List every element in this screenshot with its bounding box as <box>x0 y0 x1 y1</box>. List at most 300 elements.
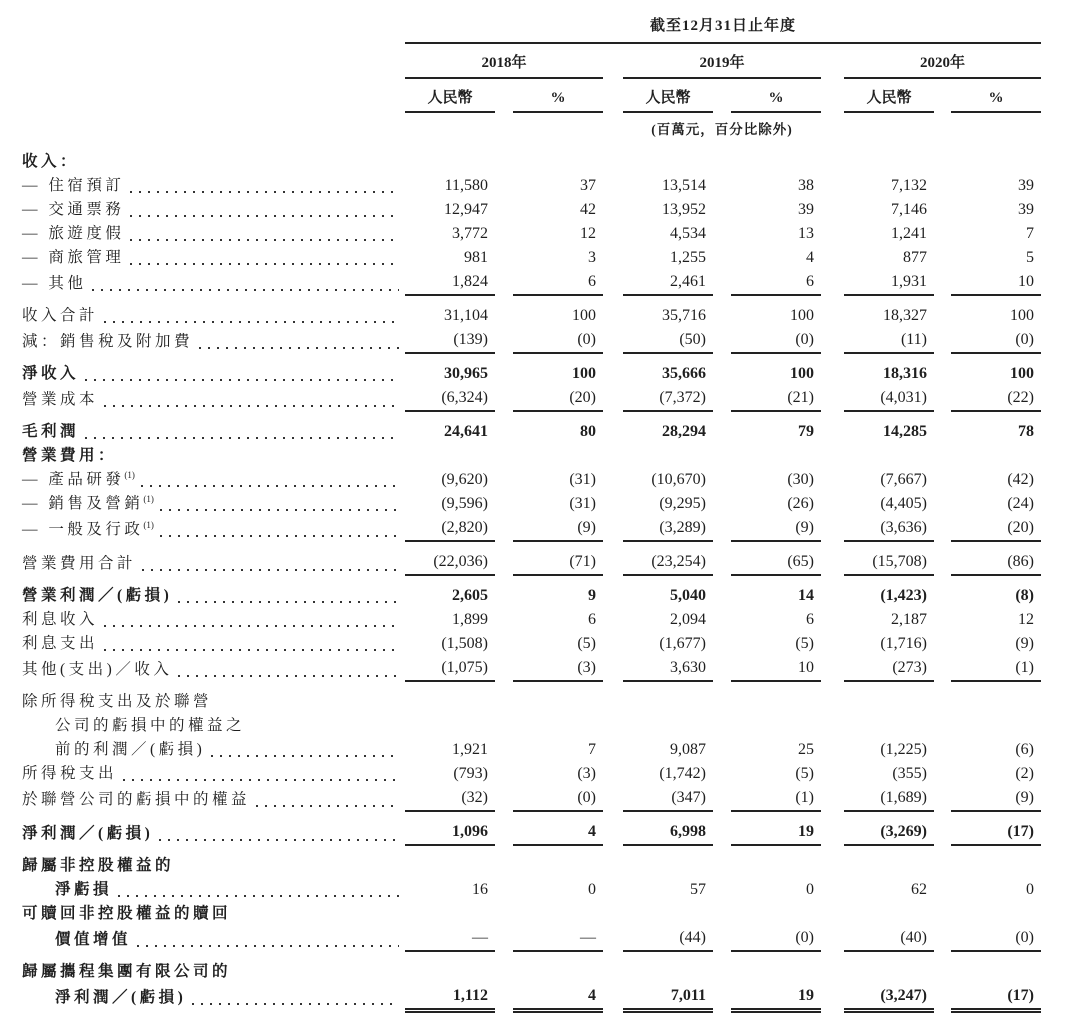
value-cell: 7 <box>1026 225 1034 242</box>
value-cell: 10 <box>731 656 821 682</box>
column-gap <box>713 174 731 198</box>
value-cell: (0) <box>513 786 603 812</box>
value-cell: 78 <box>1018 423 1034 440</box>
table-row <box>22 550 1041 576</box>
value-cell: 80 <box>580 423 596 440</box>
row-label-text: — 住宿預訂 <box>22 177 125 194</box>
value-cell <box>951 854 1041 878</box>
value-cell <box>951 714 1041 738</box>
value-cell <box>405 714 495 738</box>
value-cell <box>731 444 821 468</box>
row-label <box>22 550 405 576</box>
column-gap <box>934 584 951 608</box>
value-cell: (50) <box>623 328 713 354</box>
value-cell: — <box>513 926 603 952</box>
value-cell <box>951 138 1041 174</box>
table-row <box>22 714 1041 738</box>
column-gap <box>821 138 844 174</box>
value-cell: (3,247) <box>844 984 934 1010</box>
column-gap <box>495 584 513 608</box>
row-label <box>22 690 405 714</box>
table-row <box>22 738 1041 762</box>
column-gap <box>934 138 951 174</box>
value-cell: 0 <box>588 881 596 898</box>
column-gap <box>934 270 951 296</box>
value-cell: (1,225) <box>880 741 927 758</box>
value-cell: (7,667) <box>880 471 927 488</box>
column-gap <box>934 738 951 762</box>
dot-leader <box>104 321 399 323</box>
column-gap <box>713 878 731 902</box>
value-cell: 2,187 <box>891 611 927 628</box>
spacer-row <box>22 1013 1041 1021</box>
table-row <box>22 690 1041 714</box>
value-cell: 19 <box>731 984 821 1010</box>
value-cell <box>405 854 495 878</box>
row-label-text: 淨利潤／(虧損) <box>22 825 154 842</box>
table-title: 截至12月31日止年度 <box>649 18 796 34</box>
value-cell: 1,096 <box>405 820 495 846</box>
currency-header: 人民幣 <box>623 79 713 113</box>
row-label <box>22 926 405 952</box>
column-gap <box>495 690 513 714</box>
column-gap <box>495 656 513 682</box>
percent-header: % <box>951 79 1041 113</box>
value-cell <box>844 960 934 984</box>
value-cell: (1,508) <box>441 635 488 652</box>
column-gap <box>495 516 513 542</box>
value-cell <box>405 960 495 984</box>
value-cell: 9,087 <box>670 741 706 758</box>
row-label <box>22 632 405 656</box>
row-label-text: 其他(支出)／收入 <box>22 661 173 678</box>
dot-leader <box>104 625 399 627</box>
table-row <box>22 516 1041 542</box>
column-gap <box>713 420 731 444</box>
value-cell: 13 <box>798 225 814 242</box>
row-label <box>22 304 405 328</box>
dot-leader <box>199 347 399 349</box>
column-gap <box>821 762 844 786</box>
value-cell <box>513 138 603 174</box>
value-cell: 6 <box>806 611 814 628</box>
row-label <box>22 656 405 682</box>
column-gap <box>603 902 623 926</box>
row-label <box>22 762 405 786</box>
value-cell: (9) <box>513 516 603 542</box>
value-cell: (139) <box>405 328 495 354</box>
column-gap <box>713 714 731 738</box>
value-cell: 100 <box>572 365 596 382</box>
column-gap <box>603 762 623 786</box>
value-cell <box>623 960 713 984</box>
row-label-text: 於聯營公司的虧損中的權益 <box>22 791 251 808</box>
value-cell: 2,461 <box>623 270 713 296</box>
row-label <box>22 608 405 632</box>
value-cell: (24) <box>1007 495 1034 512</box>
column-gap <box>934 714 951 738</box>
value-cell: 0 <box>1026 881 1034 898</box>
row-label <box>22 328 405 354</box>
column-gap <box>934 444 951 468</box>
value-cell: (3) <box>577 765 596 782</box>
value-cell: 13,952 <box>662 201 706 218</box>
row-label <box>22 138 405 174</box>
row-label-text: 價值增值 <box>55 931 132 948</box>
value-cell: (23,254) <box>623 550 713 576</box>
value-cell: 6 <box>731 270 821 296</box>
row-label-text: — 一般及行政$^{(1)}$ <box>22 519 154 538</box>
value-cell: 37 <box>580 177 596 194</box>
value-cell <box>623 714 713 738</box>
header-top-rule <box>405 42 1041 51</box>
dot-leader <box>130 239 399 241</box>
value-cell <box>951 960 1041 984</box>
column-gap <box>821 420 844 444</box>
value-cell: (8) <box>1015 587 1034 604</box>
value-cell: 35,716 <box>662 307 706 324</box>
column-gap <box>821 820 844 846</box>
row-label <box>22 492 405 516</box>
value-cell: 1,241 <box>891 225 927 242</box>
column-gap <box>495 304 513 328</box>
table-row <box>22 270 1041 296</box>
column-gap <box>934 926 951 952</box>
column-gap <box>603 786 623 812</box>
value-cell: 4 <box>806 249 814 266</box>
column-gap <box>713 246 731 270</box>
value-cell <box>951 902 1041 926</box>
value-cell: (3,636) <box>844 516 934 542</box>
column-gap <box>713 492 731 516</box>
column-gap <box>934 198 951 222</box>
value-cell: (21) <box>731 386 821 412</box>
row-label-text: 營業費用合計 <box>22 555 137 572</box>
row-label-text: 淨虧損 <box>55 881 113 898</box>
column-gap <box>713 468 731 492</box>
table-row <box>22 656 1041 682</box>
spacer-row <box>22 542 1041 550</box>
column-gap <box>934 328 951 354</box>
column-gap <box>821 492 844 516</box>
column-gap <box>821 468 844 492</box>
row-label <box>22 198 405 222</box>
column-gap <box>934 468 951 492</box>
column-gap <box>713 584 731 608</box>
year-header-2020: 2020年 <box>844 51 1041 79</box>
column-gap <box>495 468 513 492</box>
row-label <box>22 246 405 270</box>
value-cell <box>623 138 713 174</box>
column-gap <box>934 854 951 878</box>
value-cell: (20) <box>951 516 1041 542</box>
dot-leader <box>211 755 399 757</box>
row-label <box>22 738 405 762</box>
value-cell: 39 <box>1018 177 1034 194</box>
row-label-text: — 旅遊度假 <box>22 225 125 242</box>
column-gap <box>821 270 844 296</box>
column-gap <box>603 174 623 198</box>
column-gap <box>603 222 623 246</box>
column-gap <box>713 516 731 542</box>
value-cell: 6 <box>588 611 596 628</box>
column-gap <box>821 386 844 412</box>
column-gap <box>603 138 623 174</box>
value-cell: 981 <box>464 249 488 266</box>
table-row <box>22 420 1041 444</box>
column-gap <box>934 420 951 444</box>
value-cell: 7 <box>588 741 596 758</box>
value-cell: 6,998 <box>623 820 713 846</box>
column-gap <box>603 492 623 516</box>
value-cell: (32) <box>405 786 495 812</box>
column-gap <box>713 632 731 656</box>
column-gap <box>713 786 731 812</box>
table-row <box>22 198 1041 222</box>
column-gap <box>495 138 513 174</box>
value-cell: (9) <box>731 516 821 542</box>
row-label-text: 營業費用： <box>22 447 118 464</box>
column-gap <box>934 656 951 682</box>
dot-leader <box>130 263 399 265</box>
value-cell: 16 <box>472 881 488 898</box>
value-cell: (20) <box>513 386 603 412</box>
row-label-text: 營業利潤／(虧損) <box>22 587 173 604</box>
column-gap <box>495 854 513 878</box>
value-cell <box>513 854 603 878</box>
column-gap <box>713 960 731 984</box>
column-gap <box>603 468 623 492</box>
value-cell: 5 <box>1026 249 1034 266</box>
value-cell: (0) <box>951 328 1041 354</box>
value-cell <box>513 690 603 714</box>
footnote-ref: (1) <box>143 493 154 504</box>
spacer-row <box>22 296 1041 304</box>
column-gap <box>713 608 731 632</box>
value-cell: (4,405) <box>880 495 927 512</box>
value-cell: 1,899 <box>452 611 488 628</box>
column-gap <box>821 960 844 984</box>
column-gap <box>495 198 513 222</box>
dot-leader <box>141 485 399 487</box>
column-gap <box>713 304 731 328</box>
table-row <box>22 786 1041 812</box>
column-gap <box>713 984 731 1010</box>
value-cell: 30,965 <box>444 365 488 382</box>
column-gap <box>495 960 513 984</box>
column-gap <box>821 304 844 328</box>
value-cell <box>731 902 821 926</box>
column-gap <box>821 926 844 952</box>
column-gap <box>603 926 623 952</box>
column-gap <box>603 656 623 682</box>
column-gap <box>821 362 844 386</box>
row-label-text: 歸屬攜程集團有限公司的 <box>22 963 232 980</box>
value-cell <box>405 902 495 926</box>
value-cell <box>951 444 1041 468</box>
column-gap <box>821 174 844 198</box>
row-label <box>22 786 405 812</box>
column-gap <box>821 608 844 632</box>
table-row <box>22 584 1041 608</box>
year-header-2018: 2018年 <box>405 51 603 79</box>
value-cell: 13,514 <box>662 177 706 194</box>
column-gap <box>934 690 951 714</box>
value-cell: (7,372) <box>623 386 713 412</box>
value-cell: 3,630 <box>623 656 713 682</box>
value-cell: 11,580 <box>444 177 488 194</box>
value-cell: (9,596) <box>441 495 488 512</box>
column-gap <box>713 902 731 926</box>
row-label-text: 利息支出 <box>22 635 99 652</box>
value-cell: 35,666 <box>662 365 706 382</box>
value-cell: (44) <box>623 926 713 952</box>
table-row <box>22 492 1041 516</box>
value-cell: 14,285 <box>883 423 927 440</box>
column-gap <box>495 270 513 296</box>
row-label-text: 淨收入 <box>22 365 80 382</box>
value-cell: (1,423) <box>880 587 927 604</box>
column-gap <box>934 878 951 902</box>
column-gap <box>603 632 623 656</box>
value-cell: 1,921 <box>452 741 488 758</box>
row-label-text: 營業成本 <box>22 391 99 408</box>
table-row <box>22 222 1041 246</box>
row-label-text: 公司的虧損中的權益之 <box>55 717 246 734</box>
value-cell: 18,316 <box>883 365 927 382</box>
value-cell: (17) <box>951 984 1041 1010</box>
column-gap <box>821 584 844 608</box>
value-cell: 7,011 <box>623 984 713 1010</box>
value-cell: 57 <box>690 881 706 898</box>
column-gap <box>934 246 951 270</box>
row-label <box>22 984 405 1010</box>
value-cell: 24,641 <box>444 423 488 440</box>
footnote-ref: (1) <box>143 519 154 530</box>
column-gap <box>821 444 844 468</box>
row-label <box>22 386 405 412</box>
row-label <box>22 902 405 926</box>
column-gap <box>821 246 844 270</box>
value-cell <box>513 902 603 926</box>
year-header-2019: 2019年 <box>623 51 821 79</box>
value-cell <box>623 690 713 714</box>
table-row <box>22 468 1041 492</box>
value-cell: 100 <box>572 307 596 324</box>
value-cell <box>844 854 934 878</box>
dot-leader <box>92 289 399 291</box>
value-cell: (6) <box>1015 741 1034 758</box>
spacer-row <box>22 952 1041 960</box>
value-cell <box>731 960 821 984</box>
column-gap <box>821 632 844 656</box>
column-gap <box>934 960 951 984</box>
value-cell: (1,075) <box>405 656 495 682</box>
table-row <box>22 246 1041 270</box>
value-cell: (86) <box>951 550 1041 576</box>
value-cell: 25 <box>798 741 814 758</box>
row-label <box>22 584 405 608</box>
table-row <box>22 984 1041 1010</box>
column-gap <box>603 960 623 984</box>
value-cell: (10,670) <box>651 471 706 488</box>
column-gap <box>821 714 844 738</box>
column-gap <box>821 878 844 902</box>
row-label-text: 所得稅支出 <box>22 765 118 782</box>
column-gap <box>821 222 844 246</box>
column-gap <box>713 738 731 762</box>
row-label <box>22 468 405 492</box>
column-gap <box>934 304 951 328</box>
value-cell <box>405 138 495 174</box>
value-cell: (11) <box>844 328 934 354</box>
column-gap <box>934 984 951 1010</box>
row-label-text: — 商旅管理 <box>22 249 125 266</box>
spacer-row <box>22 354 1041 362</box>
value-cell: (5) <box>795 765 814 782</box>
dot-leader <box>256 805 399 807</box>
column-gap <box>603 246 623 270</box>
dot-leader <box>192 1003 399 1005</box>
value-cell: 6 <box>513 270 603 296</box>
value-cell: 100 <box>1010 307 1034 324</box>
column-gap <box>495 420 513 444</box>
column-gap <box>821 854 844 878</box>
column-gap <box>603 386 623 412</box>
value-cell: (31) <box>569 471 596 488</box>
value-cell: (0) <box>951 926 1041 952</box>
table-row <box>22 608 1041 632</box>
spacer-row <box>22 846 1041 854</box>
column-gap <box>495 328 513 354</box>
row-label <box>22 174 405 198</box>
value-cell: 0 <box>806 881 814 898</box>
value-cell: 877 <box>903 249 927 266</box>
value-cell: (1,716) <box>880 635 927 652</box>
column-gap <box>603 304 623 328</box>
column-gap <box>713 328 731 354</box>
column-gap <box>495 738 513 762</box>
column-gap <box>603 550 623 576</box>
dot-leader <box>160 535 399 537</box>
row-label-text: — 產品研發$^{(1)}$ <box>22 469 135 488</box>
value-cell <box>405 444 495 468</box>
column-gap <box>603 820 623 846</box>
column-gap <box>495 632 513 656</box>
column-gap <box>934 492 951 516</box>
value-cell: (0) <box>731 328 821 354</box>
table-row <box>22 328 1041 354</box>
value-cell: (9,295) <box>659 495 706 512</box>
value-cell: 18,327 <box>883 307 927 324</box>
column-gap <box>495 246 513 270</box>
value-cell: 42 <box>580 201 596 218</box>
value-cell: (1,742) <box>659 765 706 782</box>
column-gap <box>934 608 951 632</box>
row-label-text: 歸屬非控股權益的 <box>22 857 175 874</box>
row-label <box>22 270 405 296</box>
column-gap <box>603 362 623 386</box>
column-gap <box>603 714 623 738</box>
value-cell <box>951 690 1041 714</box>
column-gap <box>495 878 513 902</box>
value-cell: 7,146 <box>891 201 927 218</box>
value-cell <box>731 138 821 174</box>
column-gap <box>934 362 951 386</box>
column-gap <box>603 420 623 444</box>
table-row <box>22 362 1041 386</box>
column-gap <box>934 762 951 786</box>
